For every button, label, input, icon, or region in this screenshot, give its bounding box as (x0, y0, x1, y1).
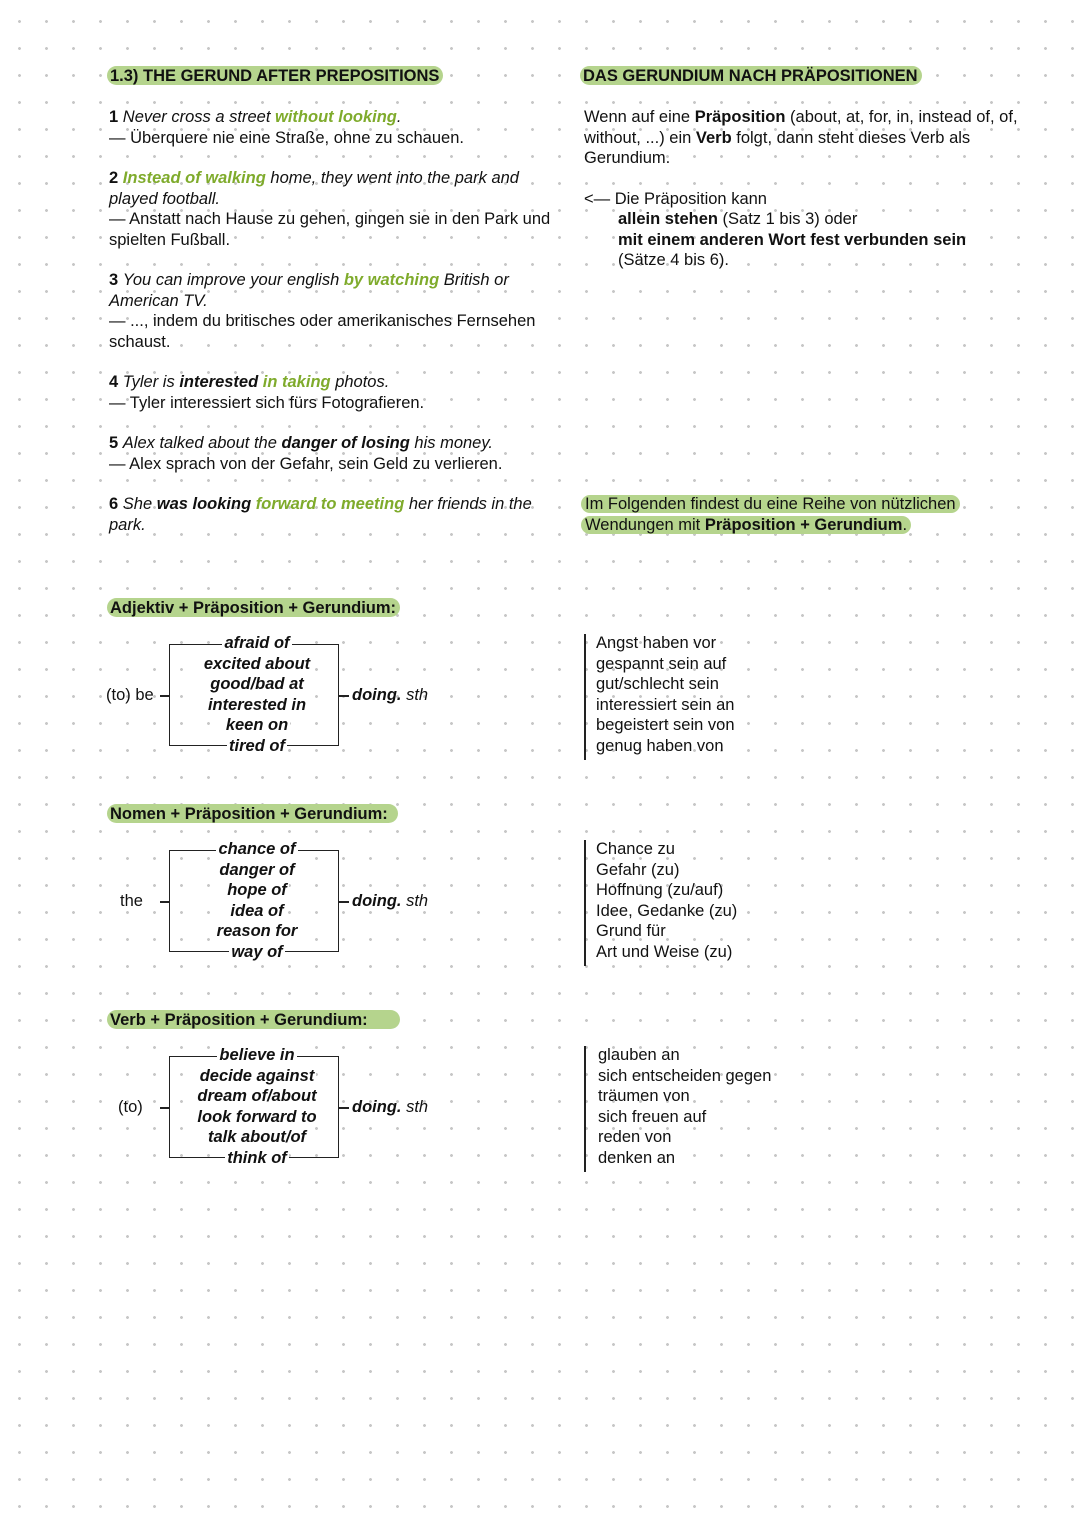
translation-item: genug haben von (596, 736, 724, 755)
arrow-line: <— Die Präposition kann (584, 189, 767, 208)
explanation (584, 107, 1034, 271)
bracket-item: chance of (218, 840, 296, 858)
tail-phrase (352, 685, 428, 706)
translation-item: träumen von (598, 1087, 690, 1105)
example-sentence (109, 168, 559, 209)
fixed-line: mit einem anderen Wort fest verbunden sein (618, 230, 967, 249)
bracket-item: reason for (216, 922, 298, 940)
example-sentence (109, 372, 559, 393)
translation-divider (584, 840, 586, 966)
example-number: 4 (109, 373, 119, 391)
example-fragment: by watching (343, 271, 440, 289)
translation-item: glauben an (598, 1046, 680, 1064)
translation-divider (584, 1046, 586, 1172)
example-fragment: home, they went into the park and played football. (109, 169, 519, 208)
example-fragment: was looking (156, 495, 252, 513)
example-number: 6 (109, 495, 119, 513)
example-fragment: without looking (275, 108, 397, 126)
example-fragment: his money. (409, 434, 493, 452)
bracket-item: excited about (203, 654, 311, 673)
left-connector (160, 695, 170, 697)
translation-item: Chance zu (596, 840, 675, 858)
tail-phrase (352, 1097, 428, 1118)
bracket-items (172, 633, 342, 756)
group-heading-text: Adjektiv + Präposition + Gerundium: (107, 598, 400, 617)
example-fragment: Tyler is (122, 373, 180, 391)
intro-note: Im Folgenden findest du eine Reihe von nützlichen Wendungen mit Präposition + Gerundium. (581, 494, 1001, 536)
example-translation: — Alex sprach von der Gefahr, sein Geld zu verlieren. (109, 454, 503, 473)
example-fragment: You can improve your english (122, 271, 344, 289)
bracket-item: think of (227, 1148, 287, 1167)
example-1 (109, 107, 559, 148)
translation-item: begeistert sein von (596, 716, 735, 734)
left-heading: 1.3) THE GERUND AFTER PREPOSITIONS (107, 66, 443, 87)
right-heading: DAS GERUNDIUM NACH PRÄPOSITIONEN (580, 66, 922, 87)
group-heading-text: Verb + Präposition + Gerundium: (107, 1010, 400, 1029)
example-sentence (109, 270, 559, 311)
tail-italic: sth (401, 892, 429, 910)
example-number: 2 (109, 169, 119, 187)
translation-item: Art und Weise (zu) (596, 942, 733, 961)
tail-italic: sth (401, 686, 429, 704)
bracket-item: tired of (229, 736, 285, 755)
group-heading (107, 804, 398, 825)
lead-word: (to) be (106, 686, 154, 704)
example-5 (109, 433, 559, 474)
bracket-item: talk about/of (207, 1128, 307, 1146)
translations-list (596, 633, 735, 756)
example-fragment: . (396, 108, 402, 126)
group-heading-text: Nomen + Präposition + Gerundium: (107, 804, 398, 823)
left-connector (160, 1107, 170, 1109)
example-translation: — Anstatt nach Hause zu gehen, gingen sie in den Park und spielten Fußball. (109, 210, 551, 249)
group-heading (107, 1010, 400, 1031)
example-6 (109, 494, 559, 535)
tail-phrase (352, 891, 428, 912)
example-sentence (109, 494, 559, 535)
example-fragment: Never cross a street (122, 108, 275, 126)
example-sentence (109, 107, 559, 128)
example-fragment: in taking (262, 373, 331, 391)
translations-list (598, 1045, 771, 1168)
group-heading (107, 598, 400, 619)
alone-line: allein stehen (Satz 1 bis 3) oder (618, 210, 858, 228)
bracket-item: interested in (207, 695, 307, 714)
translation-item: Grund für (596, 922, 666, 940)
example-fragment: interested (179, 373, 259, 391)
translation-item: denken an (598, 1148, 676, 1167)
example-fragment: She (122, 495, 157, 513)
example-fragment: Instead of walking (122, 169, 266, 187)
example-number: 5 (109, 434, 119, 452)
examples-list (109, 107, 559, 555)
example-4 (109, 372, 559, 413)
example-fragment: Alex talked about the (122, 434, 282, 452)
example-fragment: forward to meeting (255, 495, 405, 513)
tail-bold: doing. (352, 1098, 402, 1116)
translation-divider (584, 634, 586, 760)
example-fragment: British or American TV. (109, 271, 509, 310)
translation-item: Idee, Gedanke (zu) (596, 901, 738, 920)
translation-item: interessiert sein an (596, 695, 735, 714)
example-translation: — Tyler interessiert sich fürs Fotografieren. (109, 393, 425, 412)
tail-italic: sth (401, 1098, 429, 1116)
bracket-item: hope of (227, 881, 287, 899)
example-translation: — ..., indem du britisches oder amerikanisches Fernsehen schaust. (109, 312, 536, 351)
bracket-items (172, 839, 342, 962)
example-sentence (109, 433, 559, 454)
bracket-item: keen on (225, 716, 289, 734)
example-fragment: danger of losing (281, 434, 410, 452)
explanation-paragraph: Wenn auf eine Präposition (about, at, for, in, instead of, of, without, ...) ein Verb folgt, dann steht dieses Verb als Gerundium. (584, 108, 1018, 167)
example-translation: — Überquere nie eine Straße, ohne zu schauen. (109, 128, 464, 147)
tail-bold: doing. (352, 686, 402, 704)
lead-word: (to) (118, 1098, 143, 1116)
example-number: 1 (109, 108, 119, 126)
translation-item: Gefahr (zu) (596, 860, 680, 879)
bracket-item: way of (231, 942, 283, 961)
translation-item: Hoffnung (zu/auf) (596, 881, 724, 899)
bracket-item: dream of/about (197, 1087, 317, 1105)
example-fragment: photos. (330, 373, 390, 391)
example-3 (109, 270, 559, 352)
translation-item: gespannt sein auf (596, 654, 727, 673)
bracket-item: idea of (230, 901, 284, 920)
example-2 (109, 168, 559, 250)
left-connector (160, 901, 170, 903)
lead-word: the (120, 892, 143, 910)
tail-bold: doing. (352, 892, 402, 910)
translations-list (596, 839, 737, 962)
fixed-rest-line: (Sätze 4 bis 6). (618, 251, 729, 269)
example-number: 3 (109, 271, 119, 289)
translation-item: reden von (598, 1128, 672, 1146)
bracket-item: look forward to (197, 1107, 317, 1126)
translation-item: Angst haben vor (596, 634, 717, 652)
translation-item: gut/schlecht sein (596, 675, 719, 693)
bracket-item: believe in (219, 1046, 295, 1064)
example-fragment: her friends in the park. (109, 495, 532, 534)
bracket-items (172, 1045, 342, 1168)
bracket-item: danger of (219, 860, 295, 879)
translation-item: sich freuen auf (598, 1107, 707, 1126)
bracket-item: afraid of (224, 634, 290, 652)
bracket-item: good/bad at (210, 675, 304, 693)
bracket-item: decide against (199, 1066, 315, 1085)
translation-item: sich entscheiden gegen (598, 1066, 772, 1085)
